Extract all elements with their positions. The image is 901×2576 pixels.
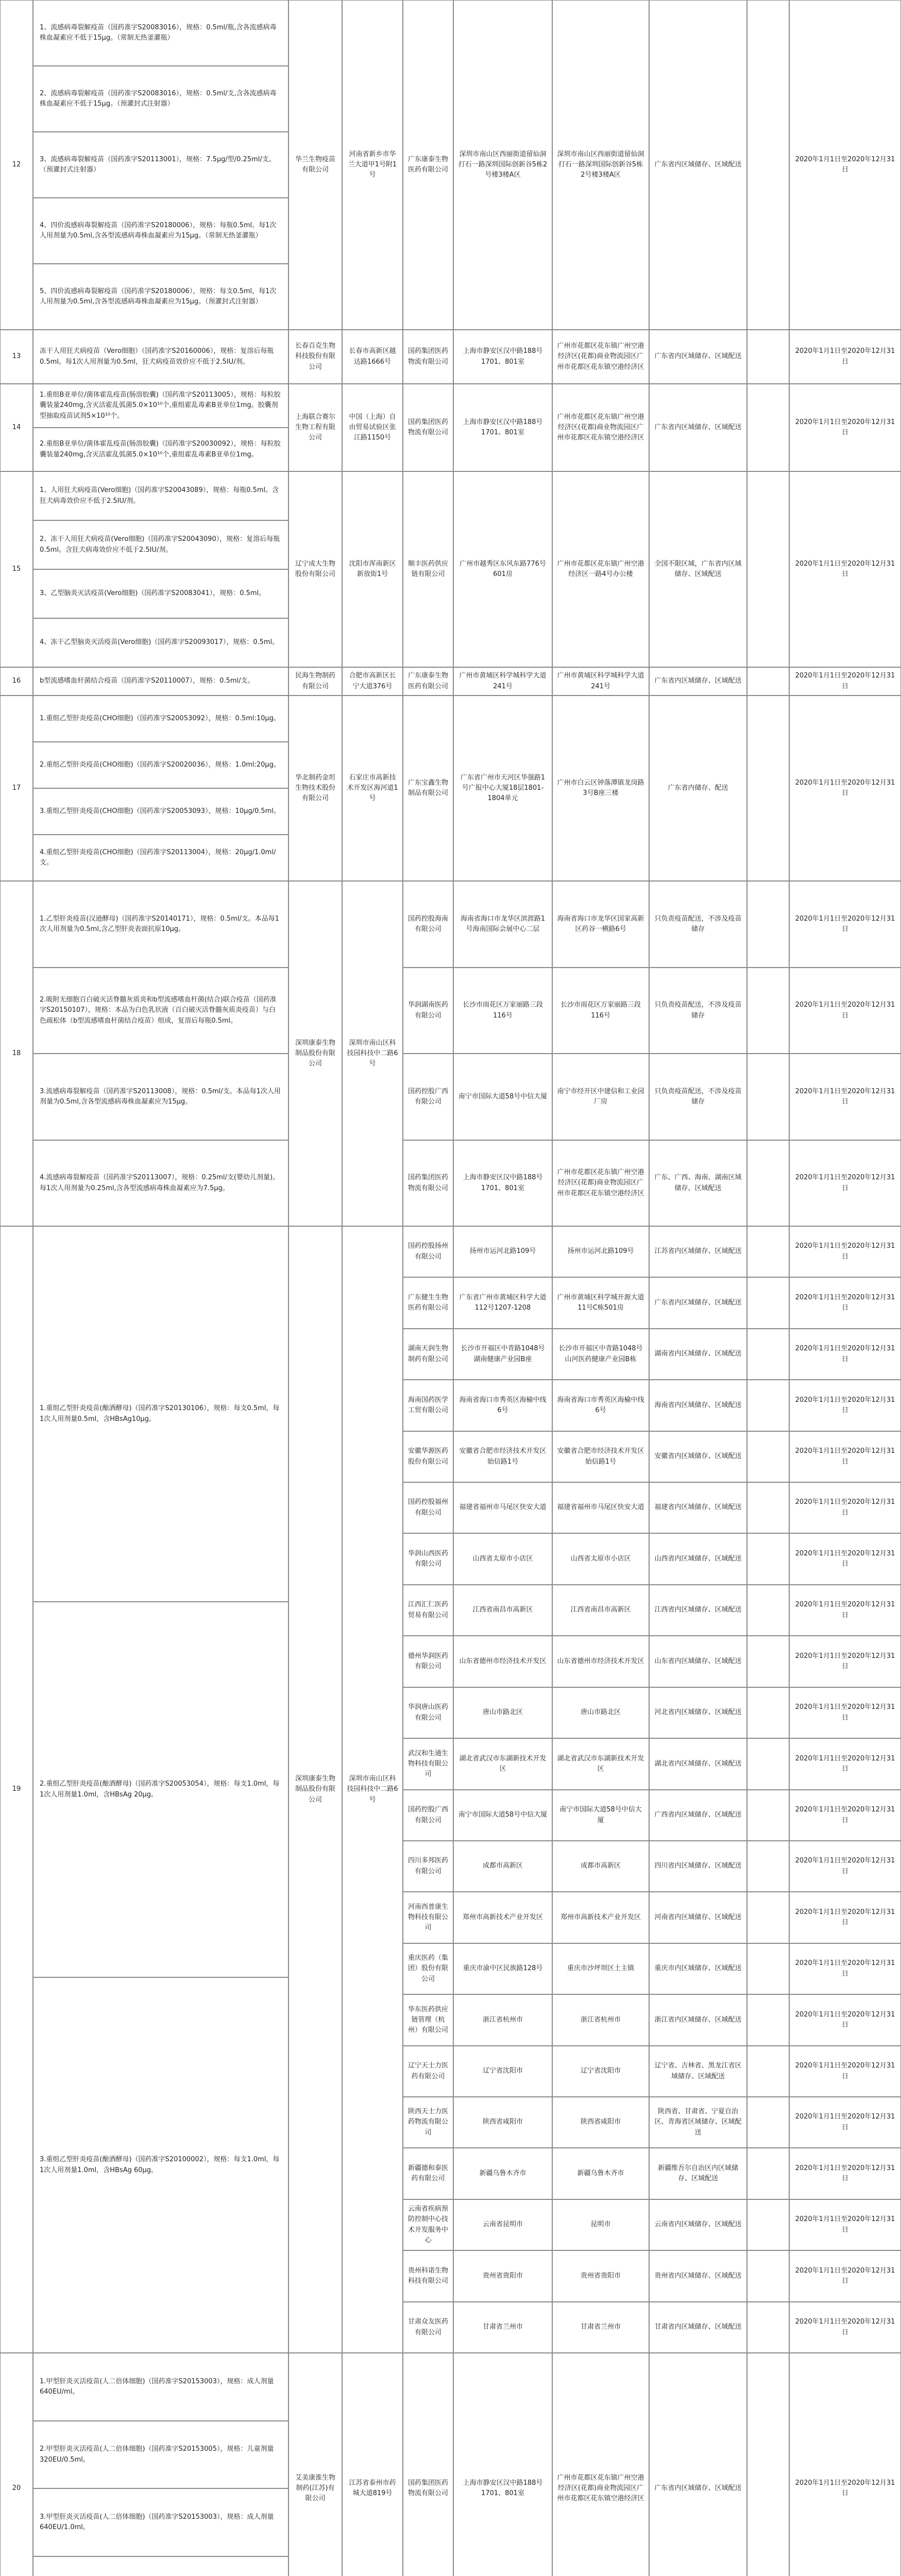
blank-cell [747, 1687, 789, 1738]
distribution-scope: 江苏省内区域储存、区域配送 [649, 1226, 747, 1277]
validity-period: 2020年1月1日至2020年12月31日 [789, 1943, 901, 1994]
distribution-scope: 广东省内区域储存、区域配送 [649, 2353, 747, 2576]
distributor-name: 陕西天士力医药物流有限公司 [403, 2097, 453, 2148]
manufacturer-name: 辽宁成大生物股份有限公司 [288, 471, 342, 667]
registered-address: 广州市黄埔区科学城科学大道241号 [453, 667, 552, 696]
warehouse-address: 海南省海口市秀英区海榆中线6号 [552, 1380, 649, 1431]
product-spec: 3、流感病毒裂解疫苗（国药准字S20113001），规格：7.5μg/型/0.25ml/支。（预灌封式注射器） [33, 132, 288, 198]
product-spec: 2.重组B亚单位/菌体霍乱疫苗(肠溶胶囊)（国药准字S20030092），规格：每粒胶囊装量240mg,含灭活霍乱弧菌5.0×10¹⁰个,重组霍乱毒素B亚单位1mg。 [33, 428, 288, 471]
validity-period: 2020年1月1日至2020年12月31日 [789, 1380, 901, 1431]
distributor-name: 广东健生生物医药有限公司 [403, 1277, 453, 1329]
warehouse-address: 长沙市开福区中青路1048号山河医药健康产业园B栋 [552, 1329, 649, 1380]
product-spec: 2、冻干人用狂犬病疫苗(Vero细胞)（国药准字S20043090），规格：复溶后每瓶0.5ml。含狂犬病毒效价应不低于2.5IU/剂。 [33, 520, 288, 569]
blank-cell [747, 1329, 789, 1380]
distributor-name: 广东康泰生物医药有限公司 [403, 0, 453, 330]
manufacturer-address: 河南省新乡市华兰大道甲1号附1号 [342, 0, 403, 330]
warehouse-address: 辽宁省沈阳市 [552, 2046, 649, 2097]
product-spec: b型流感嗜血杆菌结合疫苗（国药准字S20110007），规格：0.5ml/支。 [33, 667, 288, 696]
distributor-name: 湖南天润生物制药有限公司 [403, 1329, 453, 1380]
warehouse-address: 安徽省合肥市经济技术开发区始信路1号 [552, 1431, 649, 1482]
registered-address: 福建省福州市马尾区快安大道 [453, 1482, 552, 1533]
product-spec: 1.重组B亚单位/菌体霍乱疫苗(肠溶胶囊)（国药准字S20113005），规格：每粒胶囊装量240mg,含灭活霍乱弧菌5.0×10¹⁰个,重组霍乱毒素B亚单位1mg。胶囊剂型抽取疫苗试剂5×10¹⁰个。 [33, 384, 288, 428]
row-number: 20 [0, 2353, 33, 2576]
registered-address: 江西省南昌市高新区 [453, 1585, 552, 1636]
validity-period: 2020年1月1日至2020年12月31日 [789, 1636, 901, 1687]
manufacturer-name: 华兰生物疫苗有限公司 [288, 0, 342, 330]
blank-cell [747, 1277, 789, 1329]
product-spec: 3.重组乙型肝炎疫苗(酿酒酵母)（国药准字S20100002），规格：每支1.0ml，每1次人用剂量1.0ml，含HBsAg 60μg。 [33, 1977, 288, 2353]
distribution-scope: 广东省内储存、配送 [649, 696, 747, 881]
registered-address: 山东省德州市经济技术开发区 [453, 1636, 552, 1687]
registered-address: 郑州市高新技术产业开发区 [453, 1892, 552, 1943]
product-spec: 3.甲型肝炎灭活疫苗(人二倍体细胞)（国药准字S20153003），规格：成人剂量640EU/1.0ml。 [33, 2488, 288, 2556]
warehouse-address: 海南省海口市龙华区国家高新区药谷一横路6号 [552, 881, 649, 968]
manufacturer-name: 上海联合赛尔生物工程有限公司 [288, 384, 342, 471]
validity-period: 2020年1月1日至2020年12月31日 [789, 2148, 901, 2199]
row-number: 15 [0, 471, 33, 667]
product-spec: 1.甲型肝炎灭活疫苗(人二倍体细胞)（国药准字S20153003），规格：成人剂量640EU/ml。 [33, 2353, 288, 2421]
validity-period: 2020年1月1日至2020年12月31日 [789, 1533, 901, 1585]
product-spec: 2.吸附无细胞百白破灭活脊髓灰质炎和b型流感嗜血杆菌(结合)联合疫苗（国药准字S20150107），规格：本品为白色乳状液（百白破灭活脊髓灰质炎疫苗）与白色疏松体（b型流感嗜血杆菌结合疫苗）组成，复溶后每瓶0.5ml。 [33, 968, 288, 1054]
validity-period: 2020年1月1日至2020年12月31日 [789, 2250, 901, 2302]
distributor-name: 广东宝鑫生物制品有限公司 [403, 696, 453, 881]
row-number: 16 [0, 667, 33, 696]
blank-cell [747, 330, 789, 384]
warehouse-address: 湖北省武汉市东湖新技术开发区 [552, 1738, 649, 1790]
product-spec: 1.乙型肝炎疫苗(汉逊酵母)（国药准字S20140171），规格：0.5ml/支。本品每1次人用剂量为0.5ml,含乙型肝炎表面抗原10μg。 [33, 881, 288, 968]
distribution-scope: 广西省内区域储存、区域配送 [649, 1790, 747, 1841]
product-spec: 1.重组乙型肝炎疫苗(CHO细胞)（国药准字S20053092），规格：0.5ml:10μg。 [33, 696, 288, 742]
warehouse-address: 贵州省贵阳市 [552, 2250, 649, 2302]
manufacturer-name: 华北制药金坦生物技术股份有限公司 [288, 696, 342, 881]
warehouse-address: 昆明市 [552, 2199, 649, 2250]
product-spec: 4、四价流感病毒裂解疫苗（国药准字S20180006），规格：每瓶0.5ml。每1次人用剂量为0.5ml,含各型流感病毒株血凝素应为15μg。（常制无热釜灌瓶） [33, 198, 288, 264]
manufacturer-address: 深圳市南山区科技园科技中二路6号 [342, 1226, 403, 2353]
distributor-name: 武汉和生通生物科技有限公司 [403, 1738, 453, 1790]
manufacturer-address: 中国（上海）自由贸易试验区张江路1150号 [342, 384, 403, 471]
registered-address: 甘肃省兰州市 [453, 2302, 552, 2353]
validity-period: 2020年1月1日至2020年12月31日 [789, 1226, 901, 1277]
product-spec: 5、四价流感病毒裂解疫苗（国药准字S20180006），规格：每支0.5ml，每1次人用剂量为0.5ml,含各型流感病毒株血凝素应为15μg。（预灌封式注射器） [33, 264, 288, 330]
warehouse-address: 甘肃省兰州市 [552, 2302, 649, 2353]
distributor-name: 广东康泰生物医药有限公司 [403, 667, 453, 696]
distribution-scope: 广东省内区域储存、区域配送 [649, 667, 747, 696]
distributor-name: 华东医药供应链管理（杭州）有限公司 [403, 1994, 453, 2046]
distribution-scope: 陕西省、甘肃省、宁夏自治区、青海省区域储存、区域配送 [649, 2097, 747, 2148]
registered-address: 浙江省杭州市 [453, 1994, 552, 2046]
validity-period: 2020年1月1日至2020年12月31日 [789, 1892, 901, 1943]
blank-cell [747, 1533, 789, 1585]
blank-cell [747, 968, 789, 1054]
blank-cell [747, 2148, 789, 2199]
distributor-name: 华润山西医药有限公司 [403, 1533, 453, 1585]
warehouse-address: 南宁市经开区中建信和工业园厂房 [552, 1054, 649, 1140]
manufacturer-address: 合肥市高新区长宁大道376号 [342, 667, 403, 696]
product-spec: 4、冻干乙型脑炎灭活疫苗(Vero细胞)（国药准字S20093017），规格：0.5ml。 [33, 618, 288, 667]
blank-cell [747, 1994, 789, 2046]
product-spec: 2.重组乙型肝炎疫苗(酿酒酵母)（国药准字S20053054），规格：每支1.0ml，每1次人用剂量1.0ml，含HBsAg 20μg。 [33, 1602, 288, 1977]
distributor-name: 辽宁天士力医药有限公司 [403, 2046, 453, 2097]
validity-period: 2020年1月1日至2020年12月31日 [789, 1687, 901, 1738]
warehouse-address: 长沙市雨花区万家丽路三段116号 [552, 968, 649, 1054]
distributor-name: 德州华润医药有限公司 [403, 1636, 453, 1687]
blank-cell [747, 1943, 789, 1994]
blank-cell [747, 2097, 789, 2148]
registered-address: 重庆市渝中区民族路128号 [453, 1943, 552, 1994]
warehouse-address: 深圳市南山区西丽街道留仙洞打石一路深圳国际创新谷5栋2号楼3楼A区 [552, 0, 649, 330]
product-spec: 冻干人用狂犬病疫苗（Vero细胞）（国药准字S20160006），规格：复溶后每瓶0.5ml。每1次人用剂量为0.5ml，狂犬病疫苗效价应不低于2.5IU/剂。 [33, 330, 288, 384]
registered-address: 陕西省咸阳市 [453, 2097, 552, 2148]
warehouse-address: 成都市高新区 [552, 1841, 649, 1892]
blank-cell [747, 1738, 789, 1790]
distributor-name: 新疆德和泰医药有限公司 [403, 2148, 453, 2199]
product-spec [33, 2556, 288, 2576]
distributor-name: 顺丰医药供应链有限公司 [403, 471, 453, 667]
validity-period: 2020年1月1日至2020年12月31日 [789, 384, 901, 471]
warehouse-address: 扬州市运河北路109号 [552, 1226, 649, 1277]
validity-period: 2020年1月1日至2020年12月31日 [789, 1482, 901, 1533]
registered-address: 上海市静安区汉中路188号1701、801室 [453, 384, 552, 471]
distribution-scope: 河北省内区域储存、区域配送 [649, 1687, 747, 1738]
blank-cell [747, 0, 789, 330]
registered-address: 长沙市雨花区万家丽路三段116号 [453, 968, 552, 1054]
registered-address: 湖北省武汉市东湖新技术开发区 [453, 1738, 552, 1790]
manufacturer-address: 沈阳市浑南新区新放街1号 [342, 471, 403, 667]
distributor-name: 华润唐山医药有限公司 [403, 1687, 453, 1738]
row-number: 13 [0, 330, 33, 384]
manufacturer-name: 民海生物制药有限公司 [288, 667, 342, 696]
blank-cell [747, 384, 789, 471]
validity-period: 2020年1月1日至2020年12月31日 [789, 0, 901, 330]
blank-cell [747, 2353, 789, 2576]
row-number: 19 [0, 1226, 33, 2353]
distribution-scope: 山西省内区域储存、区域配送 [649, 1533, 747, 1585]
distributor-name: 国药控股扬州有限公司 [403, 1226, 453, 1277]
blank-cell [747, 1585, 789, 1636]
registered-address: 贵州省贵阳市 [453, 2250, 552, 2302]
validity-period: 2020年1月1日至2020年12月31日 [789, 2199, 901, 2250]
validity-period: 2020年1月1日至2020年12月31日 [789, 2353, 901, 2576]
distributor-name: 贵州科诺生物科技有限公司 [403, 2250, 453, 2302]
distribution-scope: 广东省内区域储存、区域配送 [649, 330, 747, 384]
product-spec: 2.重组乙型肝炎疫苗(CHO细胞)（国药准字S20020036），规格：1.0ml:20μg。 [33, 742, 288, 788]
validity-period: 2020年1月1日至2020年12月31日 [789, 1140, 901, 1226]
warehouse-address: 广州市花都区花东镇广州空港经济区一路4号办公楼 [552, 471, 649, 667]
warehouse-address: 广州市黄埔区科学城开源大道11号C栋501房 [552, 1277, 649, 1329]
warehouse-address: 广州市黄埔区科学城科学大道241号 [552, 667, 649, 696]
blank-cell [747, 2302, 789, 2353]
distribution-scope: 广东省内区域储存、区域配送 [649, 1277, 747, 1329]
product-spec: 3.重组乙型肝炎疫苗(CHO细胞)（国药准字S20053093），规格：10μg/0.5ml。 [33, 788, 288, 835]
blank-cell [747, 2046, 789, 2097]
warehouse-address: 郑州市高新技术产业开发区 [552, 1892, 649, 1943]
warehouse-address: 山东省德州市经济技术开发区 [552, 1636, 649, 1687]
validity-period: 2020年1月1日至2020年12月31日 [789, 1790, 901, 1841]
validity-period: 2020年1月1日至2020年12月31日 [789, 330, 901, 384]
distribution-scope: 山东省内区域储存、区域配送 [649, 1636, 747, 1687]
registered-address: 上海市静安区汉中路188号1701、801室 [453, 2353, 552, 2576]
validity-period: 2020年1月1日至2020年12月31日 [789, 2097, 901, 2148]
blank-cell [747, 1380, 789, 1431]
distribution-scope: 甘肃省内区域储存、区域配送 [649, 2302, 747, 2353]
product-spec: 3.流感病毒裂解疫苗（国药准字S20113008），规格：0.5ml/支。本品每1次人用剂量为0.5ml,含各型流感病毒株血凝素应为15μg。 [33, 1054, 288, 1140]
blank-cell [747, 1226, 789, 1277]
distribution-scope: 只负责疫苗配送，不涉及疫苗储存 [649, 968, 747, 1054]
distribution-scope: 广东、广西、海南、湖南区域储存、区域配送 [649, 1140, 747, 1226]
row-number: 17 [0, 696, 33, 881]
registered-address: 云南省昆明市 [453, 2199, 552, 2250]
distributor-name: 国药控股福州有限公司 [403, 1482, 453, 1533]
product-spec: 1.重组乙型肝炎疫苗(酿酒酵母)（国药准字S20130106），规格：每支0.5ml，每1次人用剂量0.5ml，含HBsAg10μg。 [33, 1226, 288, 1602]
validity-period: 2020年1月1日至2020年12月31日 [789, 881, 901, 968]
registered-address: 南宁市国际大道58号中信大厦 [453, 1790, 552, 1841]
distributor-name: 国药控股海南有限公司 [403, 881, 453, 968]
distributor-name: 国药集团医药物流有限公司 [403, 1140, 453, 1226]
warehouse-address: 浙江省杭州市 [552, 1994, 649, 2046]
warehouse-address: 江西省南昌市高新区 [552, 1585, 649, 1636]
distributor-name: 国药集团医药物流有限公司 [403, 384, 453, 471]
registered-address: 安徽省合肥市经济技术开发区始信路1号 [453, 1431, 552, 1482]
distribution-scope: 广东省内区域储存、区域配送 [649, 384, 747, 471]
distributor-name: 重庆医药（集团）股份有限公司 [403, 1943, 453, 1994]
validity-period: 2020年1月1日至2020年12月31日 [789, 1994, 901, 2046]
product-spec: 3、乙型脑炎灭活疫苗(Vero细胞)（国药准字S20083041），规格：0.5ml。 [33, 569, 288, 618]
registered-address: 广东省广州市天河区华强路1号广报中心大厦18层1801-1804单元 [453, 696, 552, 881]
distribution-scope: 辽宁省、吉林省、黑龙江省区域储存、区域配送 [649, 2046, 747, 2097]
blank-cell [747, 696, 789, 881]
distributor-name: 国药控股广西有限公司 [403, 1790, 453, 1841]
registered-address: 广东省广州市黄埔区科学大道112号1207-1208 [453, 1277, 552, 1329]
validity-period: 2020年1月1日至2020年12月31日 [789, 471, 901, 667]
registered-address: 新疆乌鲁木齐市 [453, 2148, 552, 2199]
blank-cell [747, 1790, 789, 1841]
registered-address: 唐山市路北区 [453, 1687, 552, 1738]
validity-period: 2020年1月1日至2020年12月31日 [789, 1054, 901, 1140]
distribution-scope: 贵州省内区域储存、区域配送 [649, 2250, 747, 2302]
warehouse-address: 广州市花都区花东镇广州空港经济区(花都)商业物流园区广州市花都区花东镇空港经济区 [552, 1140, 649, 1226]
row-number: 14 [0, 384, 33, 471]
warehouse-address: 南宁市国际大道58号中信大厦 [552, 1790, 649, 1841]
registered-address: 上海市静安区汉中路188号1701、801室 [453, 330, 552, 384]
distribution-scope: 广东省内区域储存、区域配送 [649, 0, 747, 330]
distribution-scope: 安徽省内区域储存、区域配送 [649, 1431, 747, 1482]
manufacturer-address: 长春市高新区越达路1666号 [342, 330, 403, 384]
warehouse-address: 山西省太原市小店区 [552, 1533, 649, 1585]
distributor-name: 安徽华源医药股份有限公司 [403, 1431, 453, 1482]
row-number: 12 [0, 0, 33, 330]
validity-period: 2020年1月1日至2020年12月31日 [789, 1738, 901, 1790]
blank-cell [747, 2250, 789, 2302]
blank-cell [747, 667, 789, 696]
distributor-name: 江西汇仁医药贸易有限公司 [403, 1585, 453, 1636]
product-spec: 2、流感病毒裂解疫苗（国药准字S20083016），规格：0.5ml/支,含各流感病毒株血凝素应不低于15μg。（预灌封式注射器） [33, 66, 288, 132]
distribution-scope: 海南省内区域储存、区域配送 [649, 1380, 747, 1431]
blank-cell [747, 881, 789, 968]
warehouse-address: 新疆乌鲁木齐市 [552, 2148, 649, 2199]
manufacturer-name: 深圳康泰生物制品股份有限公司 [288, 881, 342, 1226]
row-number: 18 [0, 881, 33, 1226]
validity-period: 2020年1月1日至2020年12月31日 [789, 667, 901, 696]
registered-address: 海南省海口市龙华区滨涯路1号海南国际会展中心二层 [453, 881, 552, 968]
manufacturer-name: 深圳康泰生物制品股份有限公司 [288, 1226, 342, 2353]
warehouse-address: 福建省福州市马尾区快安大道 [552, 1482, 649, 1533]
distribution-scope: 湖北省内区域储存、区域配送 [649, 1738, 747, 1790]
distributor-name: 云南省疾病预防控制中心技术开发服务中心 [403, 2199, 453, 2250]
blank-cell [747, 1841, 789, 1892]
manufacturer-address: 石家庄市高新技术开发区海河道1号 [342, 696, 403, 881]
blank-cell [747, 1140, 789, 1226]
registered-address: 山西省太原市小店区 [453, 1533, 552, 1585]
warehouse-address: 陕西省咸阳市 [552, 2097, 649, 2148]
distributor-name: 国药集团医药物流有限公司 [403, 2353, 453, 2576]
blank-cell [747, 1482, 789, 1533]
validity-period: 2020年1月1日至2020年12月31日 [789, 1431, 901, 1482]
distribution-scope: 江西省内区域储存、区域配送 [649, 1585, 747, 1636]
validity-period: 2020年1月1日至2020年12月31日 [789, 696, 901, 881]
manufacturer-address: 江苏省泰州市药城大道819号 [342, 2353, 403, 2576]
validity-period: 2020年1月1日至2020年12月31日 [789, 1277, 901, 1329]
distributor-name: 河南西普康生物科技有限公司 [403, 1892, 453, 1943]
product-spec: 2.甲型肝炎灭活疫苗(人二倍体细胞)（国药准字S20153005），规格：儿童剂量320EU/0.5ml。 [33, 2421, 288, 2488]
registered-address: 上海市静安区汉中路188号1701、801室 [453, 1140, 552, 1226]
validity-period: 2020年1月1日至2020年12月31日 [789, 1585, 901, 1636]
blank-cell [747, 1054, 789, 1140]
distribution-scope: 只负责疫苗配送，不涉及疫苗储存 [649, 881, 747, 968]
distribution-scope: 只负责疫苗配送，不涉及疫苗储存 [649, 1054, 747, 1140]
registered-address: 辽宁省沈阳市 [453, 2046, 552, 2097]
distribution-scope: 全国不限区域，广东省内区域储存、区域配送 [649, 471, 747, 667]
blank-cell [747, 471, 789, 667]
warehouse-address: 唐山市路北区 [552, 1687, 649, 1738]
distribution-scope: 福建省内区域储存、区域配送 [649, 1482, 747, 1533]
warehouse-address: 广州市白云区钟落潭镇龙岗路3号B座三楼 [552, 696, 649, 881]
distribution-scope: 重庆市内区域储存、区域配送 [649, 1943, 747, 1994]
validity-period: 2020年1月1日至2020年12月31日 [789, 2046, 901, 2097]
manufacturer-name: 艾美康淮生物制药(江苏)有限公司 [288, 2353, 342, 2576]
manufacturer-name: 长春百克生物科技股份有限公司 [288, 330, 342, 384]
warehouse-address: 重庆市沙坪坝区土主镇 [552, 1943, 649, 1994]
validity-period: 2020年1月1日至2020年12月31日 [789, 1841, 901, 1892]
distributor-name: 四川多邦医药有限公司 [403, 1841, 453, 1892]
distributor-name: 国药集团医药物流有限公司 [403, 330, 453, 384]
registered-address: 成都市高新区 [453, 1841, 552, 1892]
distribution-scope: 四川省内区域储存、区域配送 [649, 1841, 747, 1892]
distribution-scope: 云南省内区域储存、区域配送 [649, 2199, 747, 2250]
blank-cell [747, 2199, 789, 2250]
distribution-scope: 新疆维吾尔自治区内区域储存、区域配送 [649, 2148, 747, 2199]
warehouse-address: 广州市花都区花东镇广州空港经济区(花都)商业物流园区广州市花都区花东镇空港经济区 [552, 330, 649, 384]
registered-address: 海南省海口市秀英区海榆中线6号 [453, 1380, 552, 1431]
warehouse-address: 广州市花都区花东镇广州空港经济区(花都)商业物流园区广州市花都区花东镇空港经济区 [552, 384, 649, 471]
distribution-scope: 浙江省内区域储存、区域配送 [649, 1994, 747, 2046]
registered-address: 扬州市运河北路109号 [453, 1226, 552, 1277]
registered-address: 长沙市开福区中青路1048号湖南健康产业园B座 [453, 1329, 552, 1380]
registered-address: 深圳市南山区西丽街道留仙洞打石一路深圳国际创新谷5栋2号楼3楼A区 [453, 0, 552, 330]
product-spec: 4.重组乙型肝炎疫苗(CHO细胞)（国药准字S20113004），规格：20μg/1.0ml/支。 [33, 835, 288, 881]
product-spec: 4.流感病毒裂解疫苗（国药准字S20113007），规格：0.25ml/支(婴幼儿剂量)。每1次人用剂量为0.25ml,含各型流感病毒株血凝素应为7.5μg。 [33, 1140, 288, 1226]
distributor-name: 华润湖南医药有限公司 [403, 968, 453, 1054]
validity-period: 2020年1月1日至2020年12月31日 [789, 2302, 901, 2353]
registered-address: 广州市越秀区东风东路776号601房 [453, 471, 552, 667]
product-spec: 1、流感病毒裂解疫苗（国药准字S20083016），规格：0.5ml/瓶,含各流感病毒株血凝素应不低于15μg。（常制无热釜灌瓶） [33, 0, 288, 66]
distributor-name: 海南国药医学工贸有限公司 [403, 1380, 453, 1431]
validity-period: 2020年1月1日至2020年12月31日 [789, 968, 901, 1054]
blank-cell [747, 1431, 789, 1482]
distributor-name: 甘肃众友医药有限公司 [403, 2302, 453, 2353]
distributor-name: 国药控股广西有限公司 [403, 1054, 453, 1140]
manufacturer-address: 深圳市南山区科技园科技中二路6号 [342, 881, 403, 1226]
distribution-scope: 河南省内区域储存、区域配送 [649, 1892, 747, 1943]
distribution-scope: 湖南省内区域储存、区域配送 [649, 1329, 747, 1380]
registered-address: 南宁市国际大道58号中信大厦 [453, 1054, 552, 1140]
warehouse-address: 广州市花都区花东镇广州空港经济区(花都)商业物流园区广州市花都区花东镇空港经济区 [552, 2353, 649, 2576]
product-spec: 1、人用狂犬病疫苗(Vero细胞)（国药准字S20043089），规格：每瓶0.5ml。含狂犬病毒效价应不低于2.5IU/剂。 [33, 471, 288, 520]
blank-cell [747, 1636, 789, 1687]
validity-period: 2020年1月1日至2020年12月31日 [789, 1329, 901, 1380]
blank-cell [747, 1892, 789, 1943]
